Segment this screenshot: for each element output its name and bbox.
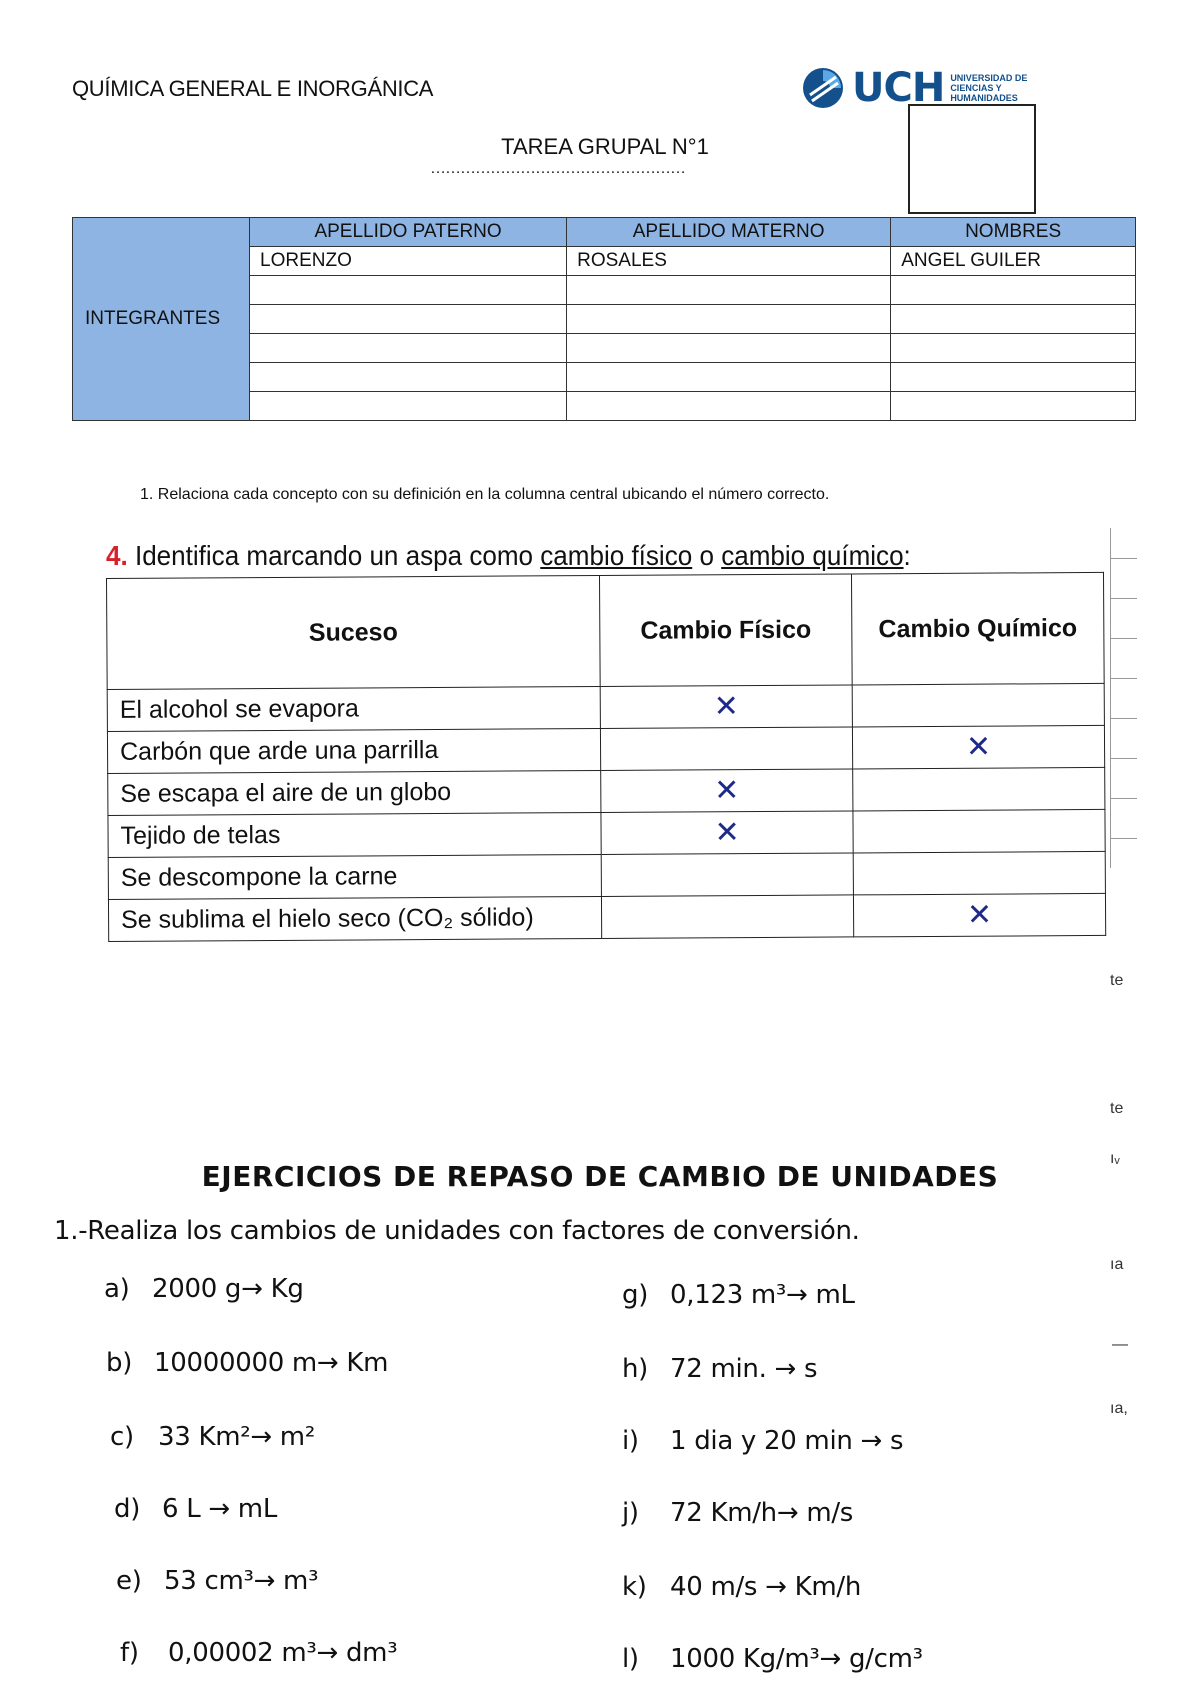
cell-names xyxy=(891,392,1136,421)
exercise-item xyxy=(106,1348,388,1378)
exercise-label: l) xyxy=(622,1644,639,1674)
margin-fragment: te xyxy=(1110,1100,1124,1117)
question-4 xyxy=(106,540,911,572)
exercise-text: 10000000 m→ Km xyxy=(154,1348,389,1378)
cell-names xyxy=(891,334,1136,363)
physical-change-cell xyxy=(601,811,853,855)
task-title: TAREA GRUPAL N°1 xyxy=(501,134,709,159)
photo-box xyxy=(908,104,1036,214)
exercise-label: e) xyxy=(116,1566,142,1596)
cell-paternal xyxy=(250,276,567,305)
question-1: 1. Relaciona cada concepto con su definición en la columna central ubicando el número correcto. xyxy=(140,486,830,503)
exercise-text: 1 dia y 20 min → s xyxy=(670,1426,904,1456)
exercise-text: 0,123 m³→ mL xyxy=(670,1280,855,1310)
exercise-text: 1000 Kg/m³→ g/cm³ xyxy=(670,1644,923,1674)
margin-line xyxy=(1111,558,1137,559)
logo-sub-line: UNIVERSIDAD DE xyxy=(950,73,1028,83)
physical-change-cell xyxy=(600,727,852,771)
cell-maternal xyxy=(567,276,891,305)
column-header: NOMBRES xyxy=(891,218,1136,247)
exercise-item xyxy=(622,1644,923,1674)
exercise-label: d) xyxy=(114,1494,141,1524)
event-cell: Se sublima el hielo seco (CO₂ sólido) xyxy=(108,896,601,941)
exercise-text: 6 L → mL xyxy=(162,1494,278,1524)
chemical-change-cell xyxy=(852,683,1104,727)
margin-fragment: — xyxy=(1112,1336,1128,1353)
members-table xyxy=(72,217,1136,421)
physical-change-cell xyxy=(601,895,853,939)
uch-emblem-icon xyxy=(800,65,846,111)
exercise-text: 72 min. → s xyxy=(670,1354,818,1384)
event-cell: Se escapa el aire de un globo xyxy=(108,770,601,815)
exercise-label: j) xyxy=(622,1498,639,1528)
margin-line xyxy=(1111,838,1137,839)
exercise-item xyxy=(104,1274,304,1304)
dotted-line: …………………………………………… xyxy=(430,160,685,177)
chemical-change-cell xyxy=(853,767,1105,811)
margin-line xyxy=(1111,718,1137,719)
header-event: Suceso xyxy=(107,575,601,689)
exercise-item xyxy=(120,1638,397,1668)
chemical-change-cell xyxy=(853,851,1105,895)
cell-maternal xyxy=(567,305,891,334)
exercise-label: b) xyxy=(106,1348,133,1378)
margin-fragment: ıa xyxy=(1110,1256,1124,1273)
margin-line xyxy=(1111,758,1137,759)
header-chemical: Cambio Químico xyxy=(851,572,1104,685)
exercise-label: k) xyxy=(622,1572,647,1602)
exercise-text: 72 Km/h→ m/s xyxy=(670,1498,854,1528)
margin-residue xyxy=(1110,528,1139,868)
column-header: APELLIDO MATERNO xyxy=(567,218,891,247)
header-physical: Cambio Físico xyxy=(600,574,853,687)
cell-names xyxy=(891,276,1136,305)
event-cell: Carbón que arde una parrilla xyxy=(107,728,600,773)
exercise-label: f) xyxy=(120,1638,139,1668)
exercise-text: 2000 g→ Kg xyxy=(152,1274,304,1304)
cell-paternal xyxy=(250,392,567,421)
cell-maternal: ROSALES xyxy=(567,247,891,276)
table-row xyxy=(108,809,1105,857)
exercises-title: EJERCICIOS DE REPASO DE CAMBIO DE UNIDADES xyxy=(201,1160,999,1193)
exercise-text: 53 cm³→ m³ xyxy=(164,1566,319,1596)
members-side-label: INTEGRANTES xyxy=(73,218,250,421)
table-row xyxy=(108,893,1105,941)
chemical-change-cell xyxy=(853,893,1105,937)
cell-names: ANGEL GUILER xyxy=(891,247,1136,276)
table-row xyxy=(107,683,1104,731)
cell-paternal xyxy=(250,363,567,392)
x-mark-icon: ✕ xyxy=(714,774,740,808)
exercise-label: i) xyxy=(622,1426,639,1456)
exercise-text: 0,00002 m³→ dm³ xyxy=(168,1638,398,1668)
question-text: Identifica marcando un aspa como xyxy=(134,540,534,571)
table-row xyxy=(107,725,1104,773)
cell-maternal xyxy=(567,392,891,421)
logo-sub-line: HUMANIDADES xyxy=(950,93,1018,103)
exercises-instruction: 1.-Realiza los cambios de unidades con factores de conversión. xyxy=(54,1216,860,1246)
physical-change-term: cambio físico xyxy=(540,540,693,571)
exercise-item xyxy=(622,1354,817,1384)
table-row xyxy=(108,767,1105,815)
cell-maternal xyxy=(567,334,891,363)
x-mark-icon: ✕ xyxy=(965,730,992,764)
logo-subtitle xyxy=(950,73,1027,103)
exercise-label: h) xyxy=(622,1354,649,1384)
event-cell: El alcohol se evapora xyxy=(107,686,600,731)
event-cell: Se descompone la carne xyxy=(108,854,601,899)
cell-maternal xyxy=(567,363,891,392)
changes-table xyxy=(106,572,1106,942)
exercise-item xyxy=(116,1566,318,1596)
physical-change-cell xyxy=(601,769,853,813)
exercise-item xyxy=(622,1498,853,1528)
cell-paternal: LORENZO xyxy=(250,247,567,276)
table-row xyxy=(108,851,1105,899)
margin-line xyxy=(1111,798,1137,799)
x-mark-icon: ✕ xyxy=(713,690,739,724)
cell-paternal xyxy=(250,334,567,363)
exercise-label: g) xyxy=(622,1280,649,1310)
exercise-item xyxy=(114,1494,277,1524)
chemical-change-term: cambio químico xyxy=(721,540,904,571)
margin-line xyxy=(1111,678,1137,679)
exercise-item xyxy=(622,1572,861,1602)
chemical-change-cell xyxy=(852,725,1104,769)
cell-names xyxy=(891,305,1136,334)
exercise-item xyxy=(622,1280,855,1310)
x-mark-icon: ✕ xyxy=(714,816,740,850)
cell-paternal xyxy=(250,305,567,334)
question-connector: o xyxy=(699,540,714,571)
margin-line xyxy=(1111,638,1137,639)
margin-line xyxy=(1111,598,1137,599)
cell-names xyxy=(891,363,1136,392)
exercise-text: 40 m/s → Km/h xyxy=(670,1572,862,1602)
column-header: APELLIDO PATERNO xyxy=(250,218,567,247)
x-mark-icon: ✕ xyxy=(966,898,993,932)
exercise-label: c) xyxy=(110,1422,134,1452)
question-number: 4. xyxy=(106,540,128,571)
question-colon: : xyxy=(903,540,911,571)
exercise-label: a) xyxy=(104,1274,130,1304)
margin-fragment: ıa, xyxy=(1110,1400,1128,1417)
margin-fragment: te xyxy=(1110,972,1124,989)
logo-acronym: UCH xyxy=(852,65,945,111)
exercise-item xyxy=(622,1426,903,1456)
margin-fragment: ıᵥ xyxy=(1110,1150,1120,1167)
event-cell: Tejido de telas xyxy=(108,812,601,857)
chemical-change-cell xyxy=(853,809,1105,853)
physical-change-cell xyxy=(600,685,852,729)
logo-sub-line: CIENCIAS Y xyxy=(950,83,1002,93)
exercise-item xyxy=(110,1422,315,1452)
course-title: QUÍMICA GENERAL E INORGÁNICA xyxy=(72,76,434,101)
exercise-text: 33 Km²→ m² xyxy=(158,1422,315,1452)
physical-change-cell xyxy=(601,853,853,897)
